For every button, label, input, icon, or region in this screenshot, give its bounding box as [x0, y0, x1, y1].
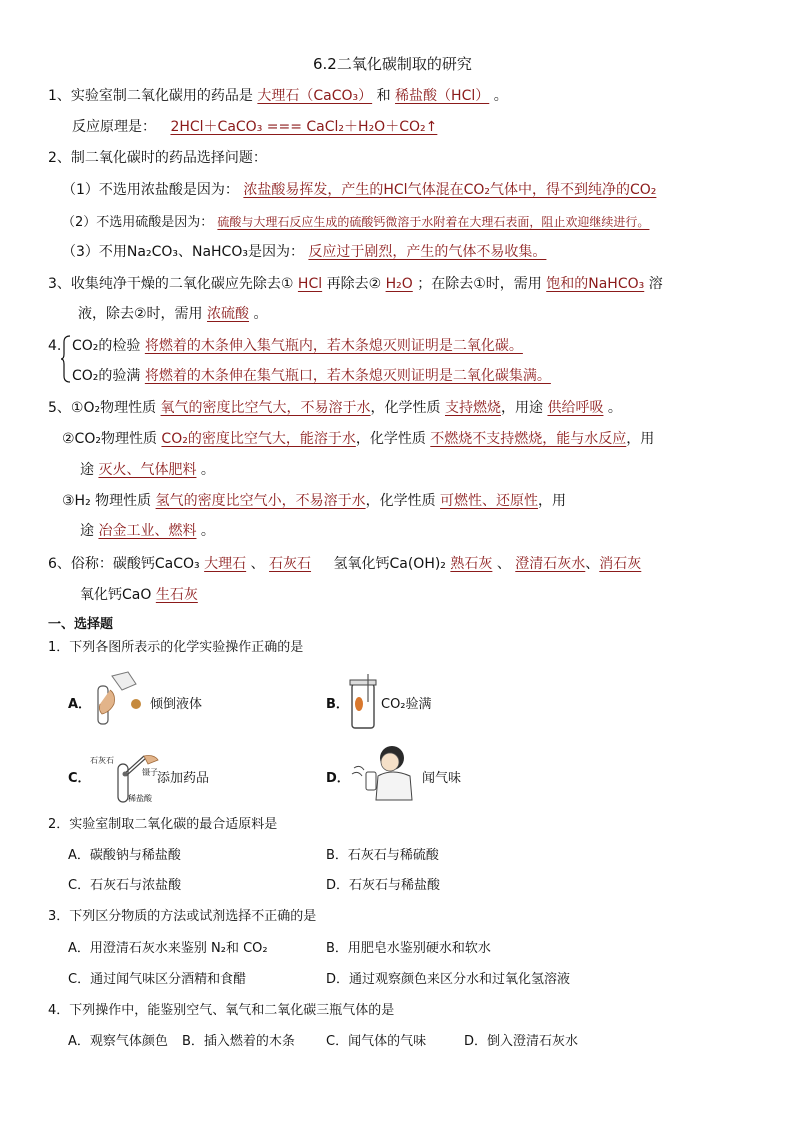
q5-r1-p4: 。 — [607, 400, 622, 416]
q5-r1-p2: ，化学性质 — [370, 400, 441, 416]
q5-r2-p2: ，化学性质 — [355, 431, 426, 447]
mc3-option-c: C．通过闻气味区分酒精和食醋 — [68, 972, 247, 987]
q6-a4: 澄清石灰水 — [515, 556, 586, 572]
mc3-option-d: D．通过观察颜色来区分水和过氧化氢溶液 — [326, 972, 571, 987]
mc4-option-c: C．闻气体的气味 — [326, 1034, 427, 1049]
q1-reaction-line — [72, 118, 437, 136]
q5-r2-a1: CO₂的密度比空气大，能溶于水 — [161, 431, 356, 447]
q6-sep3: 、 — [585, 556, 600, 572]
q6-sep1: 、 — [250, 556, 265, 572]
mc1-c-label-limestone: 石灰石 — [90, 756, 114, 765]
q4-l1-label: CO₂的检验 — [72, 338, 141, 354]
co2-jar-icon — [344, 672, 384, 732]
q3-answer-3: 饱和的NaHCO₃ — [546, 276, 645, 292]
q1-mid: 和 — [376, 88, 391, 104]
q5-r2-p3: ，用 — [626, 431, 655, 447]
q2-l3-prefix: （3）不用Na₂CO₃、NaHCO₃是因为： — [62, 244, 304, 260]
q5-r3-p1: 途 — [80, 462, 94, 478]
brace-icon — [60, 334, 72, 384]
mc1-c-text: 添加药品 — [157, 771, 210, 786]
q3-p3: ；在除去①时，需用 — [417, 276, 542, 292]
q1-reaction-equation: 2HCl＋CaCO₃ === CaCl₂＋H₂O＋CO₂↑ — [170, 119, 438, 135]
mc4-option-b: B．插入燃着的木条 — [182, 1034, 295, 1049]
section-heading: 一、选择题 — [48, 617, 114, 632]
q2-heading: 2、制二氧化碳时的药品选择问题： — [48, 150, 267, 166]
q5-r5-a1: 冶金工业、燃料 — [98, 523, 197, 539]
mc2-option-b: B．石灰石与稀硫酸 — [326, 848, 439, 863]
mc1-a-letter: A． — [68, 697, 92, 712]
q1-end: 。 — [493, 88, 508, 104]
q4-line-2 — [72, 367, 551, 385]
smelling-gas-icon — [350, 742, 420, 804]
q6-p2: 氢氧化钙Ca(OH)₂ — [333, 556, 446, 572]
q5-r4-p2: ，化学性质 — [365, 493, 436, 509]
q4-l2-answer: 将燃着的木条伸在集气瓶口，若木条熄灭则证明是二氧化碳集满。 — [144, 368, 551, 384]
q5-row-2 — [62, 430, 654, 448]
q5-row-5 — [80, 522, 215, 540]
q5-r1-a3: 供给呼吸 — [547, 400, 604, 416]
mc1-c-label-tweezers: 镊子 — [142, 768, 158, 777]
q1-reaction-label: 反应原理是： — [72, 119, 156, 135]
q1-answer-2: 稀盐酸（HCl） — [395, 88, 490, 104]
q5-row-1 — [48, 399, 622, 417]
q2-l1-answer: 浓盐酸易挥发，产生的HCl气体混在CO₂气体中，得不到纯净的CO₂ — [243, 182, 657, 198]
q6-line-1 — [48, 555, 641, 573]
mc3-option-a: A．用澄清石灰水来鉴别 N₂和 CO₂ — [68, 941, 268, 956]
mc1-c-label-acid: 稀盐酸 — [128, 794, 152, 803]
page-title: 6.2二氧化碳制取的研究 — [313, 55, 472, 73]
fill-question-1 — [48, 87, 508, 105]
mc3-option-b: B．用肥皂水鉴别硬水和软水 — [326, 941, 491, 956]
q2-l2-prefix: （2）不选用硫酸是因为： — [62, 215, 214, 230]
q6-p3: 氧化钙CaO — [80, 587, 152, 603]
q4-number: 4. — [48, 338, 62, 354]
mc2-option-c: C．石灰石与浓盐酸 — [68, 878, 182, 893]
mc1-d-letter: D． — [326, 771, 350, 786]
pouring-liquid-icon — [92, 670, 142, 730]
q5-r4-a1: 氢气的密度比空气小，不易溶于水 — [155, 493, 366, 509]
mc4-option-a: A．观察气体颜色 — [68, 1034, 168, 1049]
q2-l2-answer: 硫酸与大理石反应生成的硫酸钙微溶于水附着在大理石表面，阻止欢迎继续进行。 — [217, 215, 650, 229]
q5-row-3 — [80, 461, 215, 479]
q5-r1-a2: 支持燃烧 — [445, 400, 501, 416]
q2-l3-answer: 反应过于剧烈，产生的气体不易收集。 — [308, 244, 547, 260]
q3-answer-2: H₂O — [385, 276, 413, 292]
q5-r4-p3: ，用 — [538, 493, 567, 509]
q5-r4-a2: 可燃性、还原性 — [440, 493, 539, 509]
q5-r2-p1: ②CO₂物理性质 — [62, 431, 157, 447]
mc2-option-d: D．石灰石与稀盐酸 — [326, 878, 441, 893]
q5-r1-p1: 5、①O₂物理性质 — [48, 400, 157, 416]
q6-a2: 石灰石 — [269, 556, 312, 572]
q5-row-4 — [62, 492, 566, 510]
q3-line-2 — [78, 305, 267, 323]
mc4-option-d: D．倒入澄清石灰水 — [464, 1034, 579, 1049]
q6-a5: 消石灰 — [599, 556, 642, 572]
q3-answer-4: 浓硫酸 — [207, 306, 250, 322]
q3-p6: 。 — [253, 306, 268, 322]
q4-l2-label: CO₂的验满 — [72, 368, 141, 384]
q5-r3-p2: 。 — [200, 462, 215, 478]
mc2-option-a: A．碳酸钠与稀盐酸 — [68, 848, 181, 863]
q2-line-1 — [62, 181, 656, 199]
q6-a1: 大理石 — [204, 556, 247, 572]
q5-r1-p3: ，用途 — [501, 400, 543, 416]
q3-p4: 溶 — [648, 276, 663, 292]
q5-r3-a1: 灭火、气体肥料 — [98, 462, 197, 478]
mc1-a-text: 倾倒液体 — [150, 697, 203, 712]
q6-a3: 熟石灰 — [450, 556, 493, 572]
q6-a6: 生石灰 — [155, 587, 198, 603]
q2-line-3 — [62, 243, 546, 261]
q6-line-2 — [80, 586, 198, 604]
q1-prefix: 1、实验室制二氧化碳用的药品是 — [48, 88, 253, 104]
mc3-stem: 3．下列区分物质的方法或试剂选择不正确的是 — [48, 909, 317, 924]
q3-p1: 3、收集纯净干燥的二氧化碳应先除去① — [48, 276, 294, 292]
mc1-c-letter: C． — [68, 771, 91, 786]
q4-line-1 — [72, 337, 523, 355]
q5-r2-a2: 不燃烧不支持燃烧，能与水反应 — [430, 431, 627, 447]
q5-r4-p1: ③H₂ 物理性质 — [62, 493, 152, 509]
q6-p1: 6、俗称：碳酸钙CaCO₃ — [48, 556, 200, 572]
mc1-d-text: 闻气味 — [422, 771, 462, 786]
q3-p5: 液，除去②时，需用 — [78, 306, 203, 322]
q5-r5-p1: 途 — [80, 523, 94, 539]
q5-r5-p2: 。 — [200, 523, 215, 539]
q2-l1-prefix: （1）不选用浓盐酸是因为： — [62, 182, 239, 198]
q1-answer-1: 大理石（CaCO₃） — [257, 88, 373, 104]
mc1-b-text: CO₂验满 — [381, 697, 432, 712]
mc1-b-letter: B． — [326, 697, 349, 712]
q5-r1-a1: 氧气的密度比空气大，不易溶于水 — [160, 400, 371, 416]
mc1-stem: 1．下列各图所表示的化学实验操作正确的是 — [48, 640, 304, 655]
q6-sep2: 、 — [496, 556, 511, 572]
q2-line-2 — [62, 213, 649, 232]
mc2-stem: 2．实验室制取二氧化碳的最合适原料是 — [48, 817, 278, 832]
mc4-stem: 4．下列操作中，能鉴别空气、氧气和二氧化碳三瓶气体的是 — [48, 1003, 395, 1018]
q3-p2: 再除去② — [326, 276, 382, 292]
q3-answer-1: HCl — [297, 276, 323, 292]
q4-l1-answer: 将燃着的木条伸入集气瓶内，若木条熄灭则证明是二氧化碳。 — [144, 338, 523, 354]
q3-line-1 — [48, 275, 663, 293]
